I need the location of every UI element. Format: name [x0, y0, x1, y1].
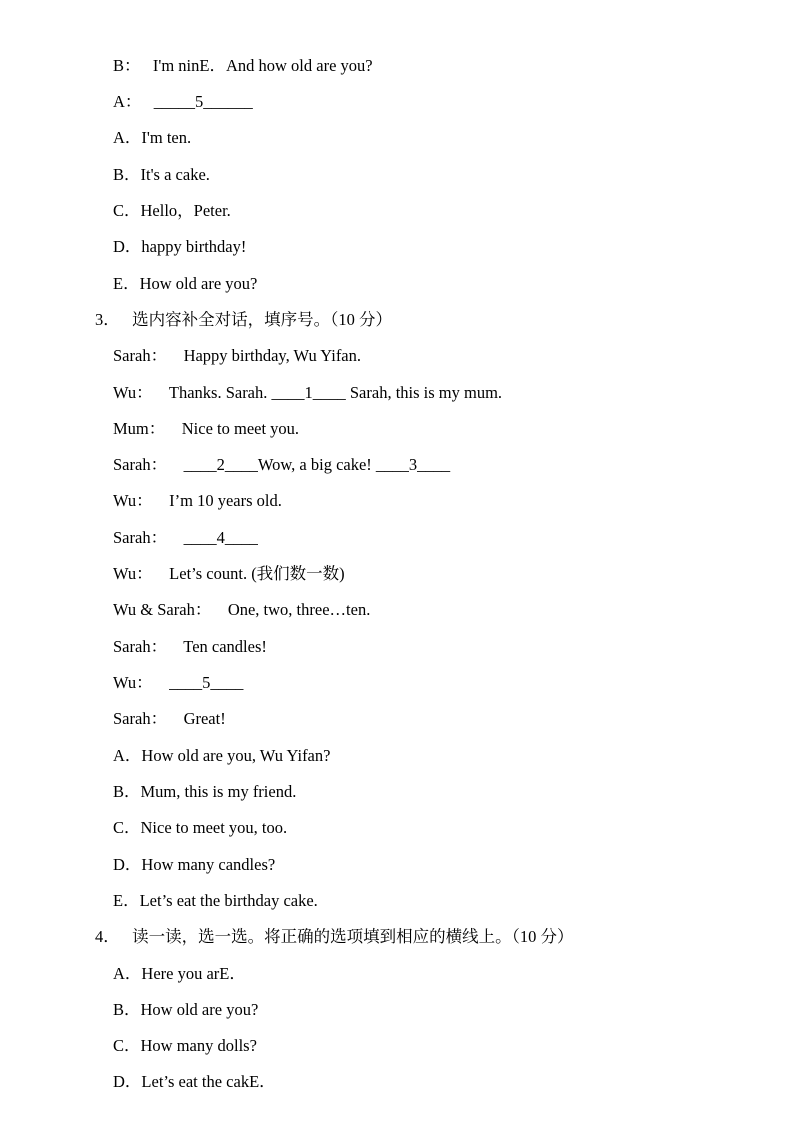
dialogue-line: A： _____5______	[113, 92, 253, 111]
option-line: C．Hello，Peter.	[113, 201, 231, 220]
option-line: E．Let’s eat the birthday cake.	[113, 891, 318, 910]
dialogue-line: Sarah： ____2____Wow, a big cake! ____3____	[113, 455, 451, 474]
option-line: A．I'm ten.	[113, 128, 192, 147]
option-line: E．How old are you?	[113, 274, 258, 293]
dialogue-line: Wu： Let’s count. (我们数一数)	[113, 564, 345, 583]
option-line: D．happy birthday!	[113, 237, 247, 256]
option-line: B．It's a cake.	[113, 165, 210, 184]
dialogue-line: Wu： Thanks. Sarah. ____1____ Sarah, this is my mum.	[113, 383, 503, 402]
option-line: D．Let’s eat the cakE．	[113, 1072, 276, 1091]
option-line: C．How many dolls?	[113, 1036, 257, 1055]
dialogue-line: Mum： Nice to meet you.	[113, 419, 300, 438]
dialogue-line: Sarah： Great!	[113, 709, 226, 728]
option-line: A．How old are you, Wu Yifan?	[113, 746, 331, 765]
dialogue-line: Wu & Sarah： One, two, three…ten.	[113, 600, 371, 619]
option-line: A．Here you arE．	[113, 964, 246, 983]
question-heading: 3． 选内容补全对话，填序号。（10 分）	[95, 310, 392, 329]
dialogue-line: Wu： I’m 10 years old.	[113, 491, 282, 510]
option-line: B．Mum, this is my friend.	[113, 782, 297, 801]
dialogue-line: Wu： ____5____	[113, 673, 244, 692]
question-heading: 4． 读一读，选一选。将正确的选项填到相应的横线上。（10 分）	[95, 927, 574, 946]
dialogue-line: Sarah： Ten candles!	[113, 637, 267, 656]
dialogue-line: B： I'm ninE．And how old are you?	[113, 56, 373, 75]
option-line: B．How old are you?	[113, 1000, 259, 1019]
dialogue-line: Sarah： Happy birthday, Wu Yifan.	[113, 346, 362, 365]
dialogue-line: Sarah： ____4____	[113, 528, 258, 547]
option-line: D．How many candles?	[113, 855, 276, 874]
option-line: C．Nice to meet you, too.	[113, 818, 288, 837]
